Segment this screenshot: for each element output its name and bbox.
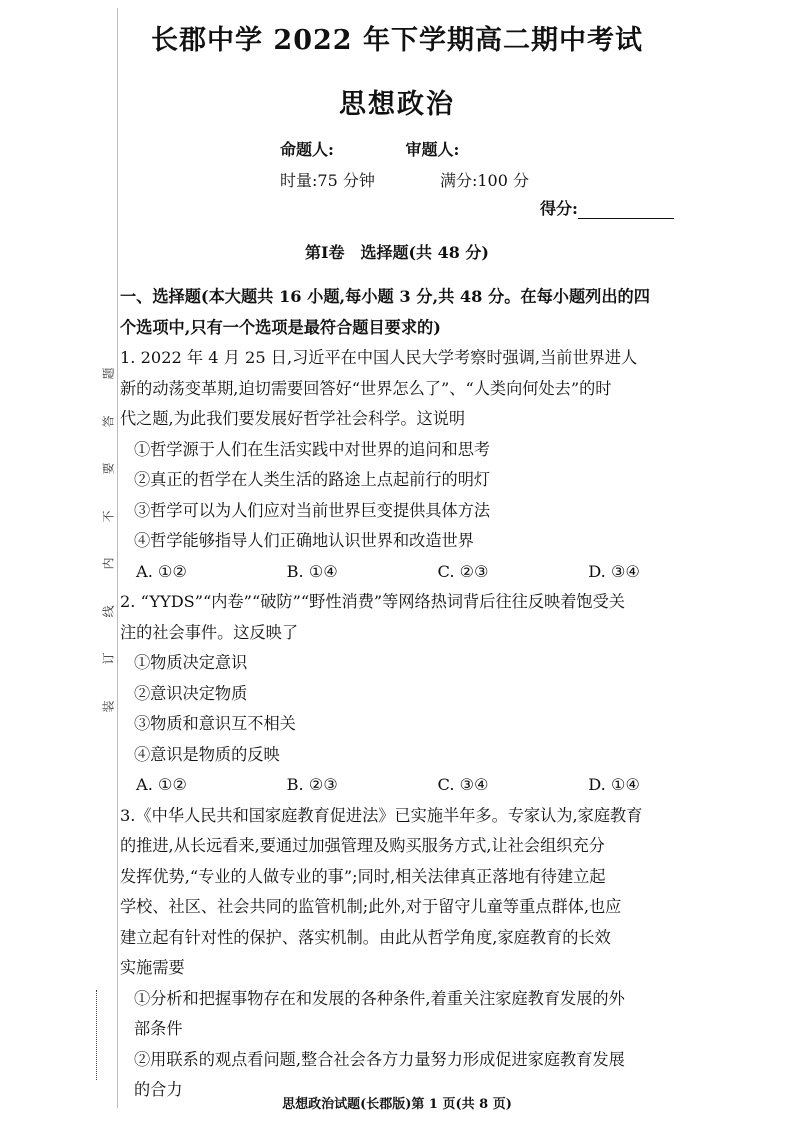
question-3-option: 的合力	[134, 1080, 183, 1099]
choice-c: C. ③④	[437, 775, 489, 794]
choice-d: D. ①④	[588, 775, 640, 794]
setter-reviewer-row	[280, 137, 525, 160]
sidebar-char: 订	[101, 652, 116, 665]
question-1-option: ①哲学源于人们在生活实践中对世界的追问和思考	[134, 439, 491, 459]
question-3-option: ①分析和把握事物存在和发展的各种条件,着重关注家庭教育发展的外	[134, 988, 625, 1008]
score-label: 得分:	[540, 199, 578, 218]
choice-a: A. ①②	[136, 561, 188, 581]
binding-margin-text	[98, 365, 118, 715]
question-3-line: 3.《中华人民共和国家庭教育促进法》已实施半年多。专家认为,家庭教育	[120, 805, 643, 825]
question-3-line: 发挥优势,“专业的人做专业的事”;同时,相关法律真正落地有待建立起	[120, 866, 606, 886]
choice-c: C. ②③	[437, 561, 489, 581]
choice-b: B. ①④	[286, 561, 338, 581]
choice-b: B. ②③	[286, 775, 338, 794]
choice-d: D. ③④	[588, 561, 640, 581]
question-1-option: ②真正的哲学在人类生活的路途上点起前行的明灯	[134, 470, 491, 489]
question-1-line: 1. 2022 年 4 月 25 日,习近平在中国人民大学考察时强调,当前世界进人	[120, 348, 638, 367]
question-2-choices	[120, 770, 680, 801]
question-2-line: 2. “YYDS”“内卷”“破防”“野性消费”等网络热词背后往往反映着饱受关	[120, 592, 625, 611]
page-footer: 思想政治试题(长郡版)第 1 页(共 8 页)	[282, 1097, 512, 1112]
instruction-line: 个选项中,只有一个选项是最符合题目要求的)	[120, 317, 441, 337]
score-field	[540, 196, 674, 219]
sidebar-char: 线	[101, 605, 116, 618]
sidebar-char: 内	[101, 557, 116, 570]
setter-label: 命题人:	[280, 140, 334, 159]
question-3-option: 部条件	[134, 1019, 183, 1038]
question-3-line: 的推进,从长远看来,要通过加强管理及购买服务方式,让社会组织充分	[120, 836, 605, 855]
question-content	[120, 282, 680, 1106]
question-1-line: 代之题,为此我们要发展好哲学社会科学。这说明	[120, 409, 466, 428]
question-3-line: 实施需要	[120, 958, 185, 977]
question-1-choices	[120, 557, 680, 588]
question-2-line: 注的社会事件。这反映了	[120, 622, 299, 642]
sidebar-char: 题	[101, 367, 116, 380]
question-2-option: ③物质和意识互不相关	[134, 714, 296, 733]
question-1-option: ④哲学能够指导人们正确地认识世界和改造世界	[134, 531, 474, 550]
question-1-line: 新的动荡变革期,迫切需要回答好“世界怎么了”、“人类向何处去”的时	[120, 378, 612, 398]
question-2-option: ②意识决定物质	[134, 683, 248, 703]
question-1-option: ③哲学可以为人们应对当前世界巨变提供具体方法	[134, 500, 491, 520]
time-label: 时量:75 分钟	[280, 171, 375, 190]
subject-title: 思想政治	[339, 89, 455, 120]
sidebar-char: 装	[101, 700, 116, 713]
question-3-line: 建立起有针对性的保护、落实机制。由此从哲学角度,家庭教育的长效	[120, 927, 611, 947]
choice-a: A. ①②	[136, 775, 188, 794]
time-score-row	[280, 168, 589, 191]
section-title: 第Ⅰ卷 选择题(共 48 分)	[304, 243, 490, 262]
question-3-option: ②用联系的观点看问题,整合社会各方力量努力形成促进家庭教育发展	[134, 1049, 625, 1069]
question-2-option: ④意识是物质的反映	[134, 744, 280, 764]
sidebar-char: 要	[101, 462, 116, 475]
question-2-option: ①物质决定意识	[134, 653, 248, 672]
full-score-label: 满分:100 分	[439, 171, 529, 190]
exam-title: 长郡中学 2022 年下学期高二期中考试	[151, 25, 643, 56]
dotted-cut-line	[96, 990, 97, 1080]
sidebar-char: 答	[101, 415, 116, 428]
reviewer-label: 审题人:	[405, 140, 460, 159]
score-blank-line	[578, 204, 674, 219]
instruction-line: 一、选择题(本大题共 16 小题,每小题 3 分,共 48 分。在每小题列出的四	[120, 287, 650, 306]
sidebar-char: 不	[101, 510, 116, 523]
question-3-line: 学校、社区、社会共同的监管机制;此外,对于留守儿童等重点群体,也应	[120, 897, 622, 916]
